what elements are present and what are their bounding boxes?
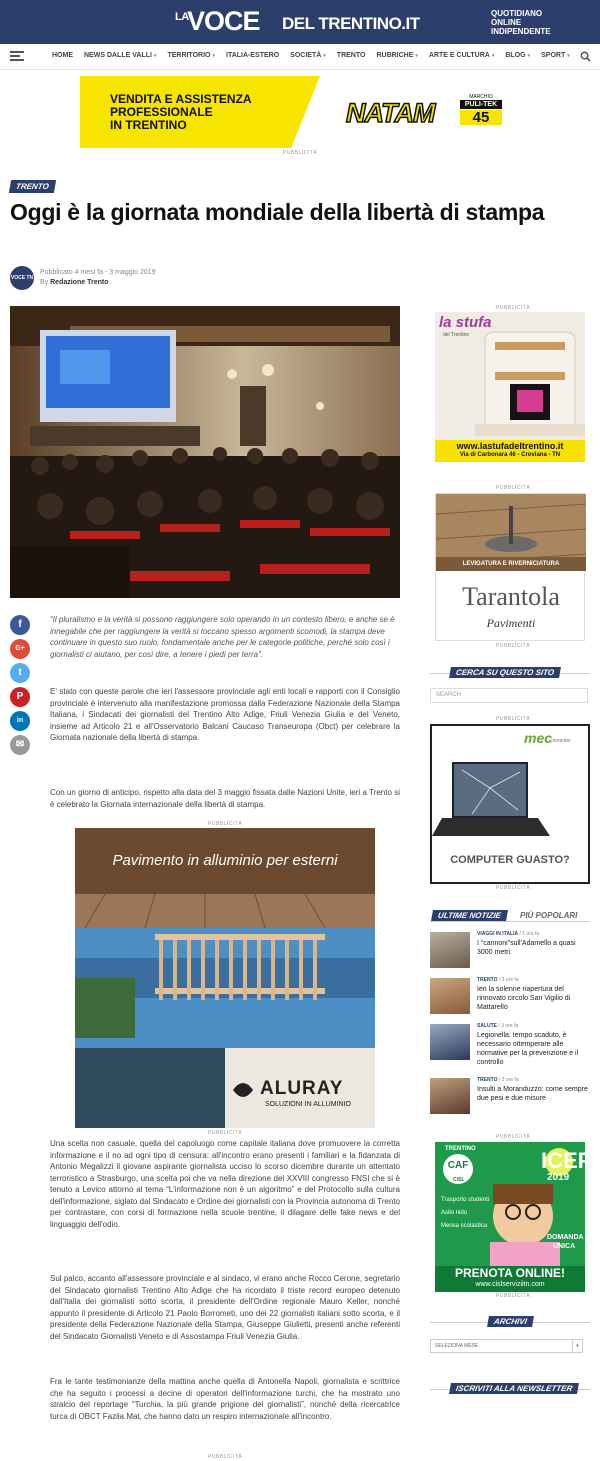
caf-cta: PRENOTA ONLINE! <box>455 1266 565 1280</box>
icef-label: ICEF <box>541 1148 592 1173</box>
cisl-label: CISL <box>453 1177 465 1183</box>
tab-latest[interactable]: ULTIME NOTIZIE <box>431 910 508 921</box>
category-badge[interactable]: TRENTO <box>9 180 56 193</box>
news-category[interactable]: SALUTE <box>477 1023 497 1029</box>
author-line <box>40 279 108 286</box>
top-banner-ad[interactable] <box>80 76 520 148</box>
nav-item-label: TRENTO <box>336 52 366 59</box>
ad-label: PUBBLICITÀ <box>496 1293 531 1299</box>
newsletter-section-header <box>430 1384 590 1401</box>
lastufa-brand: la stufa <box>439 314 492 331</box>
tagline-line: QUOTIDIANO <box>491 9 543 18</box>
nav-item-label: SPORT <box>541 52 566 59</box>
domanda-label: DOMANDA <box>547 1234 584 1241</box>
chevron-down-icon: ▾ <box>491 53 495 59</box>
mec-computer-ad[interactable] <box>430 724 590 884</box>
google-plus-icon[interactable]: G+ <box>10 639 30 659</box>
ad-label: PUBBLICITÀ <box>283 150 318 156</box>
twitter-icon[interactable]: t <box>10 663 30 683</box>
ad-label: PUBBLICITÀ <box>208 1454 243 1460</box>
nav-item[interactable] <box>167 52 215 59</box>
mec-sub: computer <box>550 738 571 744</box>
pulitek-label: PULI-TEK <box>460 100 502 109</box>
ad-headline: Pavimento in alluminio per esterni <box>112 852 338 869</box>
chevron-down-icon: ▾ <box>567 53 570 59</box>
nav-item[interactable] <box>52 52 73 59</box>
search-icon[interactable] <box>580 51 591 62</box>
ad-line: PROFESSIONALE <box>110 105 213 119</box>
article-title: Oggi è la giornata mondiale della libertà di stampa <box>10 199 545 225</box>
nav-list <box>52 52 570 59</box>
nav-item-label: SOCIETÀ <box>290 52 322 59</box>
mec-logo: mec <box>524 730 553 746</box>
facebook-icon[interactable]: f <box>10 615 30 635</box>
news-item[interactable] <box>430 1078 590 1118</box>
news-thumbnail[interactable] <box>430 1024 470 1060</box>
ad-text <box>110 93 252 132</box>
news-tabs <box>430 910 590 922</box>
ad-label: PUBBLICITÀ <box>496 1134 531 1140</box>
nav-item[interactable] <box>376 52 417 59</box>
email-icon[interactable]: ✉ <box>10 735 30 755</box>
article-paragraph: E' stato con queste parole che ieri l'assessore provinciale agli enti locali e rapporti con il Consiglio provinciale è intervenuto alla manifestazione promossa dalla Federazione Nazionale della Stampa Italiana, i Sindacati dei giornalisti del Trentino Alto Adige, Friuli Venezia Giulia e del Veneto, insieme ad Articolo 21 e all'Osservatorio Balcani Caucaso Transeuropa (Obct) per celebrare la Giornata nazionale della libertà di stampa. <box>50 687 400 742</box>
lastufa-url: www.lastufadeltrentino.it <box>456 441 564 451</box>
article-hero-image <box>10 306 400 598</box>
nav-item-label: RUBRICHE <box>376 52 414 59</box>
caf-cisl-ad[interactable] <box>435 1142 592 1292</box>
lastufa-sub: del Trentino <box>443 332 470 338</box>
sidebar-search-input[interactable]: SEARCH <box>430 688 588 703</box>
tarantola-brand: Tarantola <box>462 582 560 611</box>
ad-line: VENDITA E ASSISTENZA <box>110 92 252 106</box>
news-meta: TRENTO / 3 ore fa <box>477 977 519 983</box>
chevron-down-icon: ▾ <box>323 53 326 59</box>
nav-item[interactable] <box>337 52 366 59</box>
tab-popular[interactable]: PIÙ POPOLARI <box>520 911 578 920</box>
chevron-down-icon: ▾ <box>153 53 157 59</box>
main-nav <box>0 44 600 70</box>
chevron-down-icon: ▾ <box>415 53 418 59</box>
news-meta: SALUTE / 3 ore fa <box>477 1023 519 1029</box>
caf-trentino: TRENTINO <box>445 1146 476 1152</box>
caf-services <box>441 1194 489 1233</box>
tarantola-ad[interactable] <box>435 493 585 641</box>
news-category[interactable]: VIAGGI IN ITALIA <box>477 931 519 937</box>
news-headline[interactable]: Insulti a Moranduzzo: come sempre due pesi e due misure <box>477 1086 588 1102</box>
news-time: 1 ora fa <box>522 931 540 937</box>
site-tagline <box>491 9 591 36</box>
news-item[interactable] <box>430 932 590 972</box>
tarantola-band: LEVIGATURA E RIVERNICIATURA <box>436 557 586 571</box>
section-title: ISCRIVITI ALLA NEWSLETTER <box>449 1383 579 1394</box>
author-avatar[interactable]: VOCE TN <box>10 266 34 290</box>
article-paragraph: Fra le tante testimonianze della mattina anche quella di Antonella Napoli, giornalista e scrittrice che ha seguito i processi a decine di operatori dell'informazione turchi, che ha mostrato uno stralcio del reportage “Turchia, la più grande prigione dei giornalisti”, nonché della ricercatrice turca di OBCT Fazila Mat, che hanno dato un respiro internazionale all'incontro. <box>50 1377 400 1421</box>
news-headline[interactable]: I “cannoni”sull'Adamello a quasi 3000 metri. <box>477 940 576 956</box>
site-header <box>0 0 600 44</box>
ad-label: PUBBLICITÀ <box>496 643 531 649</box>
nav-item[interactable] <box>84 52 156 59</box>
news-thumbnail[interactable] <box>430 932 470 968</box>
icef-year: 2019 <box>547 1172 570 1183</box>
news-meta: VIAGGI IN ITALIA / 1 ora fa <box>477 931 540 937</box>
news-meta: TRENTO / 3 ore fa <box>477 1077 519 1083</box>
news-item[interactable] <box>430 1024 590 1064</box>
search-section-header <box>430 668 590 685</box>
caf-label: CAF <box>447 1160 469 1171</box>
article-paragraph: Con un giorno di anticipo, rispetto alla data del 3 maggio fissata dalle Nazioni Unite, ieri a Trento si è celebrato la Giornata internazionale della libertà di stampa. <box>50 788 400 809</box>
news-time: 3 ore fa <box>501 977 519 983</box>
nav-item-label: BLOG <box>505 52 526 59</box>
marchio-label: MARCHIO <box>469 94 493 100</box>
lastufa-ad[interactable] <box>435 312 585 462</box>
ad-label: PUBBLICITÀ <box>496 485 531 491</box>
caf-url: www.cislserviziitn.com <box>475 1281 545 1288</box>
ad-label: PUBBLICITÀ <box>496 305 531 311</box>
lastufa-address: Via di Carbonara 46 - Croviana - TN <box>459 452 561 458</box>
section-title: CERCA SU QUESTO SITO <box>449 667 561 678</box>
nav-item-label: NEWS DALLE VALLI <box>84 52 152 59</box>
aluray-logo: ALURAY <box>260 1078 344 1099</box>
tarantola-sub: Pavimenti <box>486 616 536 630</box>
nav-item[interactable] <box>290 52 326 59</box>
archive-section-header <box>430 1317 590 1334</box>
linkedin-icon[interactable]: in <box>10 711 30 731</box>
tagline-line: ONLINE <box>491 18 522 27</box>
news-headline[interactable]: Ieri la solenne riapertura del rinnovato circolo San Vigilio di Mattarello <box>477 986 571 1011</box>
ad-label: PUBBLICITÀ <box>208 1130 243 1136</box>
by-prefix: By <box>40 279 49 286</box>
ad-label: PUBBLICITÀ <box>496 716 531 722</box>
news-item[interactable] <box>430 978 590 1018</box>
chevron-down-icon: ▾ <box>572 1340 582 1352</box>
nav-item[interactable] <box>541 52 570 59</box>
news-category[interactable]: TRENTO <box>477 1077 498 1083</box>
aluray-ad[interactable] <box>75 828 375 1128</box>
news-time: 3 ore fa <box>501 1023 519 1029</box>
logo-voce: VOCE <box>187 6 260 36</box>
unica-label: UNICA <box>553 1243 576 1250</box>
chevron-down-icon: ▾ <box>212 53 215 59</box>
nav-item[interactable] <box>429 52 494 59</box>
ad-label: PUBBLICITÀ <box>496 885 531 891</box>
news-headline[interactable]: Legionella: tempo scaduto, è necessario ottemperare alle normative per la prevenzione e il controllo <box>477 1032 579 1066</box>
pulitek-badge <box>460 94 502 128</box>
hamburger-menu-icon[interactable] <box>10 51 24 62</box>
service-item: Mensa scolastica <box>441 1223 488 1229</box>
news-time: 3 ore fa <box>501 1077 519 1083</box>
natam-logo: NATAM <box>346 98 435 128</box>
nav-item-label: ITALIA-ESTERO <box>226 52 280 59</box>
pinterest-icon[interactable]: P <box>10 687 30 707</box>
nav-item-label: HOME <box>52 52 73 59</box>
mec-caption: COMPUTER GUASTO? <box>450 854 570 866</box>
aluray-sub: SOLUZIONI IN ALLUMINIO <box>265 1101 351 1108</box>
article-quote: “Il pluralismo e la verità si possono raggiungere solo operando in un contesto libero, e anche se è innegabile che per raggiungere la verità si toccano spesso argomenti scomodi, la stampa deve continuare in questo suo ruolo, fondamentale anche per le categorie politiche, perché solo così i giornalisti ci aiutano, per così dire, a tenere i piedi per terra”. <box>50 615 395 659</box>
nav-item-label: TERRITORIO <box>167 52 211 59</box>
news-category[interactable]: TRENTO <box>477 977 498 983</box>
publish-date: Pubblicato 4 mesi fa - 3 maggio 2019 <box>40 269 156 276</box>
article-paragraph: Sul palco, accanto all'assessore provinciale e al sindaco, vi erano anche Rocco Cerone, segretario del Sindacato giornalisti Trentino Alto Adige che ha ricordato il triste record europeo detenuto dall'Italia dei giornalisti sotto scorta, il presidente dell'Ordine regionale Mauro Keller, nonché appunto il presidente di Articolo 21 Paolo Borrometi, uno dei 22 giornalisti italiani sotto scorta, e il presidente della Federazione Nazionale della Stampa, Giuseppe Giulietti, presenti anche referenti del Sindacato Giornalisti Veneto e di Assostampa Friuli Venezia Giulia. <box>50 1274 400 1341</box>
tagline-line: INDIPENDENTE <box>491 27 551 36</box>
service-item: Trasporto studenti <box>441 1197 490 1203</box>
news-thumbnail[interactable] <box>430 978 470 1014</box>
years-label: 45 <box>460 110 502 125</box>
nav-item-label: ARTE E CULTURA <box>428 52 490 59</box>
section-title: ARCHIVI <box>487 1316 534 1327</box>
select-value: SELEZIONA MESE <box>435 1343 479 1349</box>
nav-item[interactable] <box>226 52 279 59</box>
article-paragraph: Una scelta non casuale, quella del capoluogo come capitale italiana dove promuovere la corretta informazione e il no ad ogni tipo di censura: all'incontro erano presenti i familiari e la fidanzata di Antonio Megalizzi il giovane aspirante giornalista ucciso lo scorso dicembre durante un attentato terroristico a Strasburgo, una scelta poi che va nella direzione del XXVIII congresso FNSI che si è tenuto a Levico attorno al tema “L'informazione non è un algoritmo” e del Protocollo sulla cultura dell'informazione, siglato dal Sindacato e Ordine dei giornalisti con la Provincia autonoma di Trento per contrastare, con corsi di formazione nella scuole trentine, il dilagare delle fake news e del linguaggio dell'odio. <box>50 1139 400 1229</box>
ad-label: PUBBLICITÀ <box>208 821 243 827</box>
news-thumbnail[interactable] <box>430 1078 470 1114</box>
author-name[interactable]: Redazione Trento <box>50 279 109 286</box>
service-item: Asilo nido <box>441 1210 468 1216</box>
nav-item[interactable] <box>505 52 530 59</box>
chevron-down-icon: ▾ <box>527 53 531 59</box>
ad-line: IN TRENTINO <box>110 118 187 132</box>
logo-del-trentino: DEL TRENTINO.IT <box>282 14 420 33</box>
logo-la: LA <box>175 11 189 23</box>
archive-month-select[interactable] <box>430 1339 583 1353</box>
